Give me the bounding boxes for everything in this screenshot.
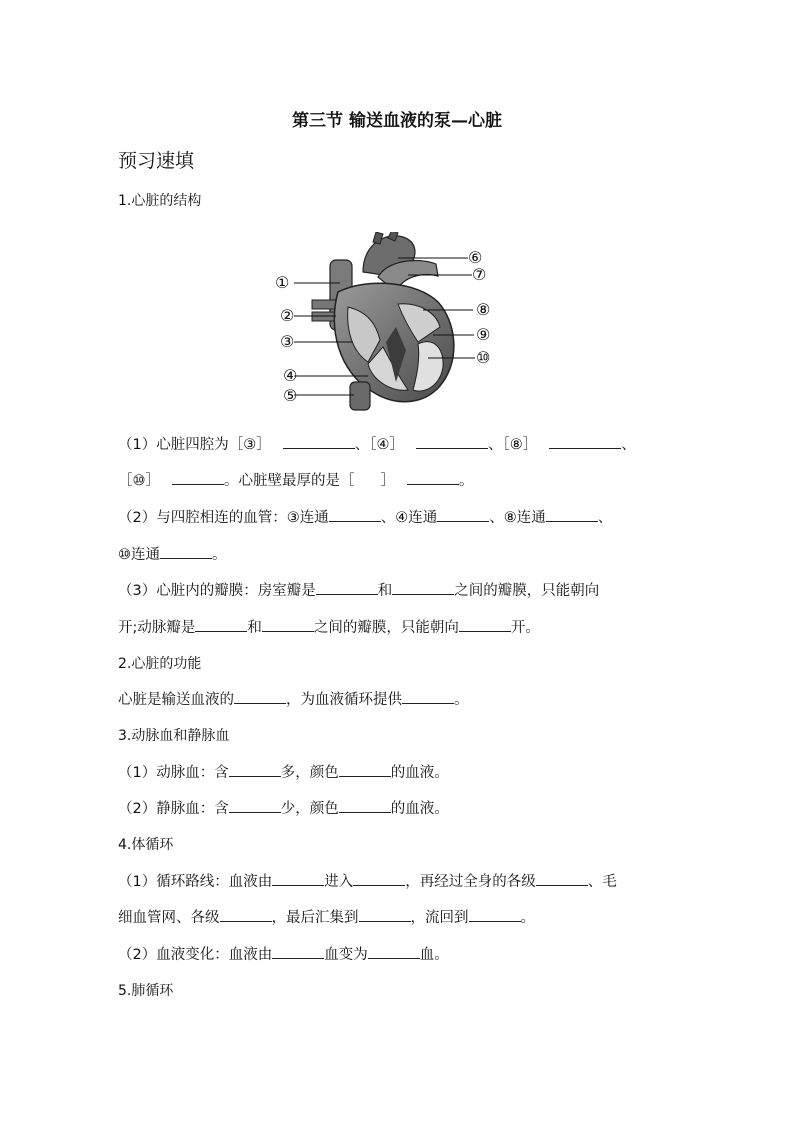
blank[interactable] [339, 761, 391, 777]
blank[interactable] [549, 433, 621, 449]
q4-line1: （1）循环路线：血液由 进入 ，再经过全身的各级 、毛 [118, 870, 617, 891]
blank[interactable] [339, 797, 391, 813]
q1-sub2-line2: ⑩连通 。 [118, 543, 227, 564]
blank[interactable] [172, 469, 224, 485]
blank[interactable] [195, 616, 247, 632]
blank[interactable] [229, 797, 281, 813]
figure-label-8: ⑧ [476, 300, 491, 319]
blank[interactable] [272, 870, 324, 886]
q3-line2: （2）静脉血：含 少，颜色 的血液。 [118, 797, 449, 818]
blank[interactable] [437, 506, 489, 522]
blank[interactable] [160, 543, 212, 559]
q1-sub1-line2: ［⑩］ 。心脏壁最厚的是［ ］ 。 [118, 469, 474, 490]
figure-label-7: ⑦ [472, 265, 487, 284]
q1-sub1-line1: （1）心脏四腔为［③］ 、［④］ 、［⑧］ 、 [118, 433, 636, 454]
blank[interactable] [229, 761, 281, 777]
blank[interactable] [220, 906, 272, 922]
blank[interactable] [283, 433, 355, 449]
q4-heading: 4.体循环 [118, 837, 174, 853]
heart-diagram [268, 232, 506, 412]
figure-label-10: ⑩ [476, 348, 491, 367]
q4-line2: 细血管网、各级 ，最后汇集到 ，流回到 。 [118, 906, 535, 927]
blank[interactable] [329, 506, 381, 522]
section-heading: 预习速填 [118, 150, 195, 172]
figure-label-4: ④ [283, 366, 298, 385]
page-title: 第三节 输送血液的泵—心脏 [292, 111, 502, 131]
blank[interactable] [359, 906, 411, 922]
figure-label-3: ③ [280, 332, 295, 351]
blank[interactable] [459, 616, 511, 632]
blank[interactable] [234, 688, 286, 704]
blank[interactable] [316, 579, 378, 595]
blank[interactable] [272, 943, 324, 959]
blank[interactable] [536, 870, 588, 886]
figure-label-2: ② [280, 306, 295, 325]
q5-heading: 5.肺循环 [118, 983, 174, 999]
q1-sub3-line1: （3）心脏内的瓣膜：房室瓣是 和 之间的瓣膜，只能朝向 [118, 579, 599, 600]
q1-heading: 1.心脏的结构 [118, 193, 202, 209]
blank[interactable] [402, 688, 454, 704]
blank[interactable] [469, 906, 521, 922]
q2-line: 心脏是输送血液的 ，为血液循环提供 。 [118, 688, 469, 709]
blank[interactable] [546, 506, 598, 522]
q3-line1: （1）动脉血：含 多，颜色 的血液。 [118, 761, 449, 782]
blank[interactable] [392, 579, 454, 595]
figure-label-9: ⑨ [476, 325, 491, 344]
blank[interactable] [416, 433, 488, 449]
q1-sub3-line2: 开;动脉瓣是 和 之间的瓣膜，只能朝向 开。 [118, 616, 540, 637]
q2-heading: 2.心脏的功能 [118, 656, 202, 672]
figure-label-5: ⑤ [283, 386, 298, 405]
figure-label-6: ⑥ [468, 248, 483, 267]
blank[interactable] [368, 943, 420, 959]
q4-line3: （2）血液变化：血液由 血变为 血。 [118, 943, 449, 964]
q1-sub2-line1: （2）与四腔相连的血管：③连通 、④连通 、⑧连通 、 [118, 506, 612, 527]
blank[interactable] [353, 870, 405, 886]
q3-heading: 3.动脉血和静脉血 [118, 728, 230, 744]
blank[interactable] [262, 616, 314, 632]
figure-label-1: ① [275, 273, 290, 292]
blank[interactable] [407, 469, 459, 485]
